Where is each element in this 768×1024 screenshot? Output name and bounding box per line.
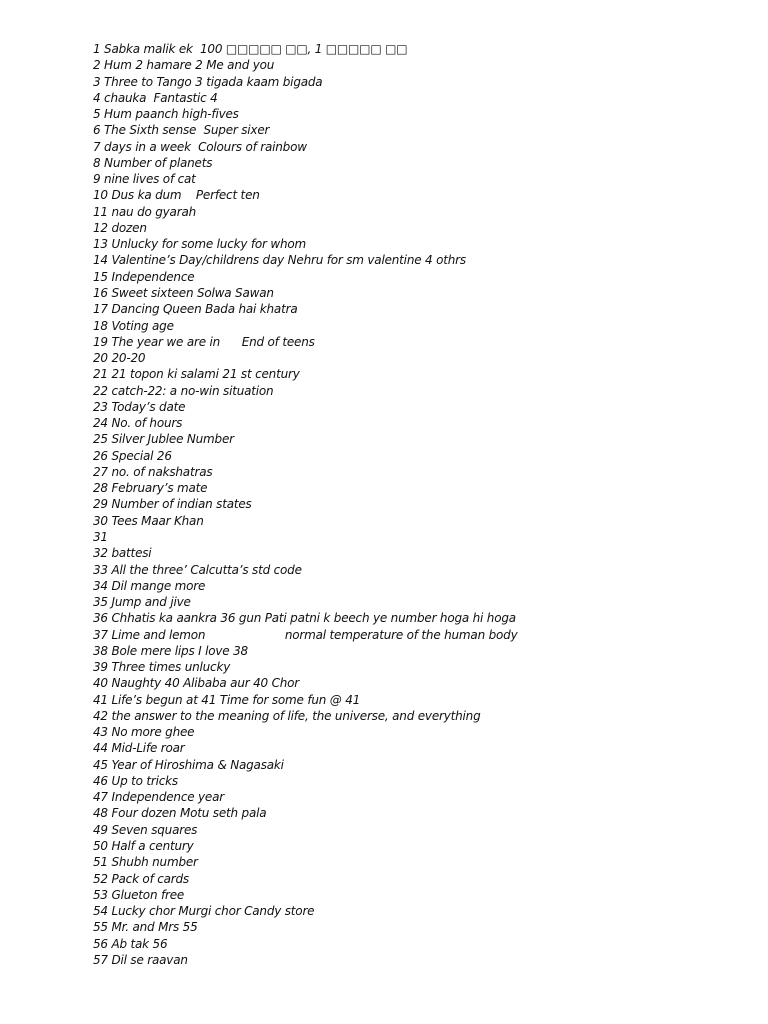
list-line: 23 Today’s date xyxy=(93,399,186,414)
list-line: 17 Dancing Queen Bada hai khatra xyxy=(93,302,298,317)
list-line: 22 catch-22: a no-win situation xyxy=(93,383,274,398)
list-line: 26 Special 26 xyxy=(93,448,172,463)
list-line: 53 Glueton free xyxy=(93,887,185,902)
list-line: 47 Independence year xyxy=(93,790,225,805)
list-line: 12 dozen xyxy=(93,220,147,235)
list-line: 21 21 topon ki salami 21 st century xyxy=(93,367,300,382)
list-line: 29 Number of indian states xyxy=(93,497,252,512)
list-line: 20 20-20 xyxy=(93,351,146,366)
list-line: 52 Pack of cards xyxy=(93,871,189,886)
list-line: 15 Independence xyxy=(93,269,195,284)
list-line: 37 Lime and lemon normal temperature of the human body xyxy=(93,627,518,642)
list-line: 42 the answer to the meaning of life, the universe, and everything xyxy=(93,708,481,723)
list-line: 24 No. of hours xyxy=(93,416,183,431)
list-line: 39 Three times unlucky xyxy=(93,660,231,675)
list-line: 19 The year we are in End of teens xyxy=(93,334,315,349)
list-line: 35 Jump and jive xyxy=(93,595,191,610)
list-line: 13 Unlucky for some lucky for whom xyxy=(93,237,307,252)
list-line: 2 Hum 2 hamare 2 Me and you xyxy=(93,58,275,73)
list-line: 56 Ab tak 56 xyxy=(93,936,168,951)
list-line: 40 Naughty 40 Alibaba aur 40 Chor xyxy=(93,676,300,691)
list-line: 46 Up to tricks xyxy=(93,773,178,788)
list-line: 51 Shubh number xyxy=(93,855,198,870)
list-line: 30 Tees Maar Khan xyxy=(93,513,204,528)
list-line: 10 Dus ka dum Perfect ten xyxy=(93,188,260,203)
list-line: 36 Chhatis ka aankra 36 gun Pati patni k beech ye number hoga hi hoga xyxy=(93,611,516,626)
list-line: 27 no. of nakshatras xyxy=(93,464,213,479)
list-line: 32 battesi xyxy=(93,546,152,561)
number-list xyxy=(93,41,517,968)
list-line: 5 Hum paanch high-fives xyxy=(93,107,239,122)
list-line: 1 Sabka malik ek 100 □□□□□ □□, 1 □□□□□ □□ xyxy=(93,42,408,56)
list-line: 6 The Sixth sense Super sixer xyxy=(93,123,270,138)
list-line: 28 February’s mate xyxy=(93,481,208,496)
list-line: 45 Year of Hiroshima & Nagasaki xyxy=(93,757,284,772)
list-line: 54 Lucky chor Murgi chor Candy store xyxy=(93,904,315,919)
list-line: 8 Number of planets xyxy=(93,155,213,170)
list-line: 48 Four dozen Motu seth pala xyxy=(93,806,267,821)
list-line: 44 Mid-Life roar xyxy=(93,741,185,756)
list-line: 38 Bole mere lips I love 38 xyxy=(93,643,248,658)
list-line: 18 Voting age xyxy=(93,318,174,333)
list-line: 33 All the three’ Calcutta’s std code xyxy=(93,562,302,577)
list-line: 49 Seven squares xyxy=(93,822,198,837)
list-line: 4 chauka Fantastic 4 xyxy=(93,90,218,105)
list-line: 14 Valentine’s Day/childrens day Nehru for sm valentine 4 othrs xyxy=(93,253,466,268)
list-line: 43 No more ghee xyxy=(93,725,195,740)
list-line: 25 Silver Jublee Number xyxy=(93,432,234,447)
list-line: 31 xyxy=(93,529,108,544)
list-line: 7 days in a week Colours of rainbow xyxy=(93,139,307,154)
list-line: 9 nine lives of cat xyxy=(93,172,196,187)
list-line: 3 Three to Tango 3 tigada kaam bigada xyxy=(93,74,323,89)
list-line: 57 Dil se raavan xyxy=(93,952,188,967)
list-line: 11 nau do gyarah xyxy=(93,204,197,219)
list-line: 41 Life’s begun at 41 Time for some fun @ 41 xyxy=(93,692,361,707)
list-line: 50 Half a century xyxy=(93,839,194,854)
list-line: 16 Sweet sixteen Solwa Sawan xyxy=(93,285,274,300)
list-line: 55 Mr. and Mrs 55 xyxy=(93,920,198,935)
list-line: 34 Dil mange more xyxy=(93,578,206,593)
